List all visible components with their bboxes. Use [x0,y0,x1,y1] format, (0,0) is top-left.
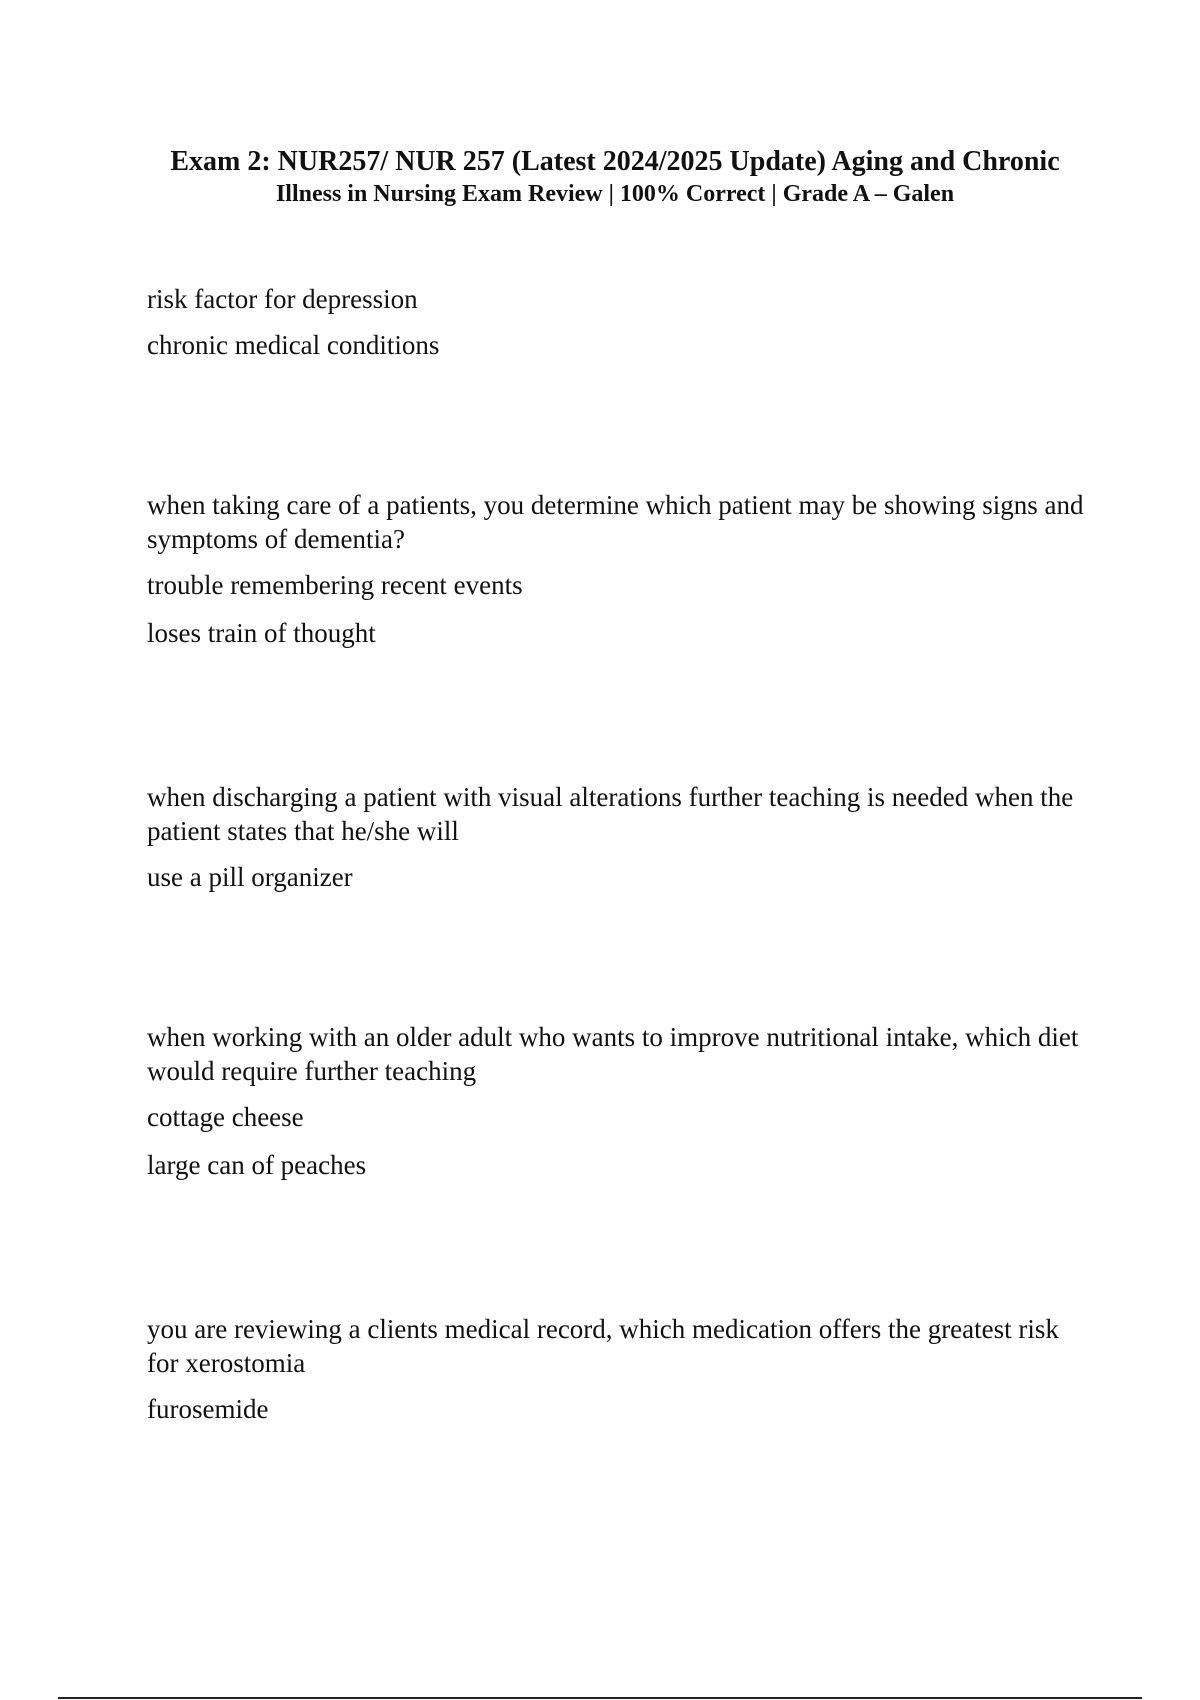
title-line-2: Illness in Nursing Exam Review | 100% Correct | Grade A – Galen [275,181,955,207]
answer-text: loses train of thought [147,618,376,648]
question-text: risk factor for depression [147,284,418,314]
answer-text: trouble remembering recent events [147,570,523,600]
question-text: when discharging a patient with visual alterations further teaching is needed when the patient states that he/she will [147,782,1074,846]
document-title [140,145,1090,209]
qa-item-2 [147,488,1087,664]
question-text: you are reviewing a clients medical record, which medication offers the greatest risk for xerostomia [147,1314,1059,1378]
title-line-1: Exam 2: NUR257/ NUR 257 (Latest 2024/2025 Update) Aging and Chronic [170,146,1060,177]
answer-text: large can of peaches [147,1150,367,1180]
question-text: when working with an older adult who wants to improve nutritional intake, which diet would require further teaching [147,1022,1079,1086]
answer-text: use a pill organizer [147,862,353,892]
footer-divider [58,1697,1142,1699]
qa-item-1 [147,282,1087,376]
qa-item-4 [147,1020,1087,1196]
qa-item-5 [147,1312,1087,1440]
question-text: when taking care of a patients, you determine which patient may be showing signs and symptoms of dementia? [147,490,1084,554]
qa-item-3 [147,780,1087,908]
answer-text: chronic medical conditions [147,330,440,360]
answer-text: furosemide [147,1394,269,1424]
answer-text: cottage cheese [147,1102,304,1132]
